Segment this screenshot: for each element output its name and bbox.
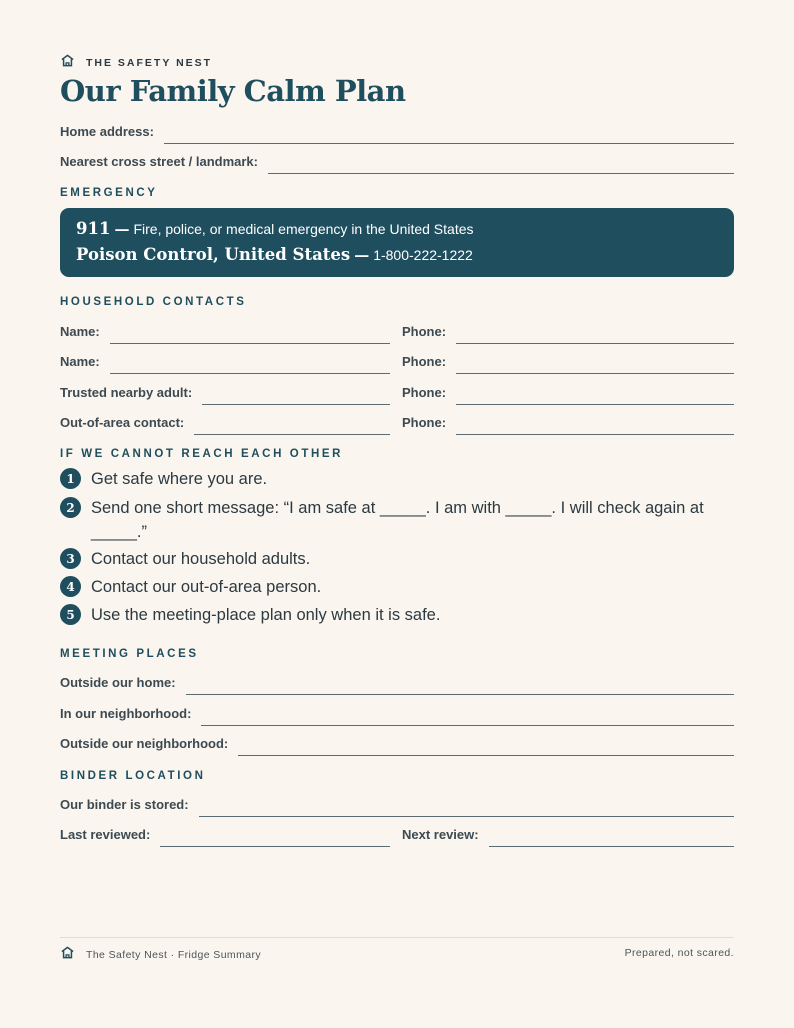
emergency-911: 911 [76,219,111,238]
contact-phone-field[interactable] [402,322,734,344]
home-address-line[interactable] [164,122,734,144]
step-item [60,576,721,599]
meeting-outside-neighborhood-label: Outside our neighborhood: [60,736,229,751]
contact-name-field[interactable] [60,322,390,344]
meeting-heading: MEETING PLACES [60,648,199,660]
page-title: Our Family Calm Plan [60,74,406,108]
trusted-adult-phone-line[interactable] [456,383,734,405]
step-number-badge: 2 [60,497,81,518]
contact-name-line[interactable] [110,352,390,374]
house-icon [60,945,75,965]
reach-heading: IF WE CANNOT REACH EACH OTHER [60,448,344,460]
binder-heading: BINDER LOCATION [60,770,206,782]
step-text: Use the meeting-place plan only when it is safe. [91,606,441,624]
contact-phone-label: Phone: [402,324,447,339]
step-text: Send one short message: “I am safe at _____. I am with _____. I will check again at _____.” [91,499,704,541]
step-text: Contact our out-of-area person. [91,578,322,596]
emergency-911-text: Fire, police, or medical emergency in the United States [133,221,474,237]
step-item [60,548,721,571]
footer-left-text: The Safety Nest · Fridge Summary [86,949,262,961]
step-item [60,497,721,544]
poison-control-number: 1-800-222-1222 [373,247,473,263]
last-reviewed-field[interactable] [60,825,390,847]
contact-name-line[interactable] [110,322,390,344]
cross-street-line[interactable] [268,152,734,174]
meeting-outside-home-line[interactable] [186,673,734,695]
meeting-outside-home-label: Outside our home: [60,675,176,690]
meeting-neighborhood-label: In our neighborhood: [60,706,192,721]
contacts-heading: HOUSEHOLD CONTACTS [60,296,247,308]
trusted-adult-label: Trusted nearby adult: [60,385,193,400]
step-text: Get safe where you are. [91,470,268,488]
step-number-badge: 1 [60,468,81,489]
binder-stored-field[interactable] [60,795,734,817]
footer-brand [60,945,261,965]
last-reviewed-label: Last reviewed: [60,827,151,842]
binder-stored-line[interactable] [199,795,734,817]
brand [60,53,212,73]
next-review-label: Next review: [402,827,479,842]
house-icon [60,53,75,73]
step-number-badge: 3 [60,548,81,569]
out-of-area-line[interactable] [194,413,390,435]
step-item [60,604,721,627]
meeting-neighborhood-line[interactable] [201,704,734,726]
trusted-adult-field[interactable] [60,383,390,405]
contact-phone-line[interactable] [456,322,734,344]
contact-phone-line[interactable] [456,352,734,374]
emergency-box [60,208,734,277]
contact-name-field[interactable] [60,352,390,374]
contact-name-label: Name: [60,324,100,339]
meeting-neighborhood-field[interactable] [60,704,734,726]
page [60,0,734,1028]
contact-phone-field[interactable] [402,352,734,374]
next-review-line[interactable] [489,825,734,847]
trusted-adult-line[interactable] [202,383,390,405]
contact-name-label: Name: [60,354,100,369]
binder-stored-label: Our binder is stored: [60,797,189,812]
poison-control-name: Poison Control, United States [76,245,351,264]
cross-street-field[interactable] [60,152,734,174]
out-of-area-phone-line[interactable] [456,413,734,435]
meeting-outside-home-field[interactable] [60,673,734,695]
next-review-field[interactable] [402,825,734,847]
step-number-badge: 4 [60,576,81,597]
trusted-adult-phone-field[interactable] [402,383,734,405]
step-number-badge: 5 [60,604,81,625]
emergency-911-row [76,219,718,243]
cross-street-label: Nearest cross street / landmark: [60,154,258,169]
last-reviewed-line[interactable] [160,825,390,847]
meeting-outside-neighborhood-field[interactable] [60,734,734,756]
footer-divider [60,937,734,938]
meeting-outside-neighborhood-line[interactable] [238,734,734,756]
emergency-dash: — [114,220,130,238]
step-text: Contact our household adults. [91,550,311,568]
step-item [60,468,721,491]
out-of-area-phone-field[interactable] [402,413,734,435]
poison-control-row [76,245,718,269]
trusted-adult-phone-label: Phone: [402,385,447,400]
home-address-field[interactable] [60,122,734,144]
brand-name: THE SAFETY NEST [86,57,213,69]
emergency-heading: EMERGENCY [60,187,158,199]
out-of-area-label: Out-of-area contact: [60,415,185,430]
contact-phone-label: Phone: [402,354,447,369]
footer-tagline: Prepared, not scared. [624,947,734,959]
home-address-label: Home address: [60,124,154,139]
out-of-area-field[interactable] [60,413,390,435]
out-of-area-phone-label: Phone: [402,415,447,430]
poison-control-dash: — [354,246,370,264]
